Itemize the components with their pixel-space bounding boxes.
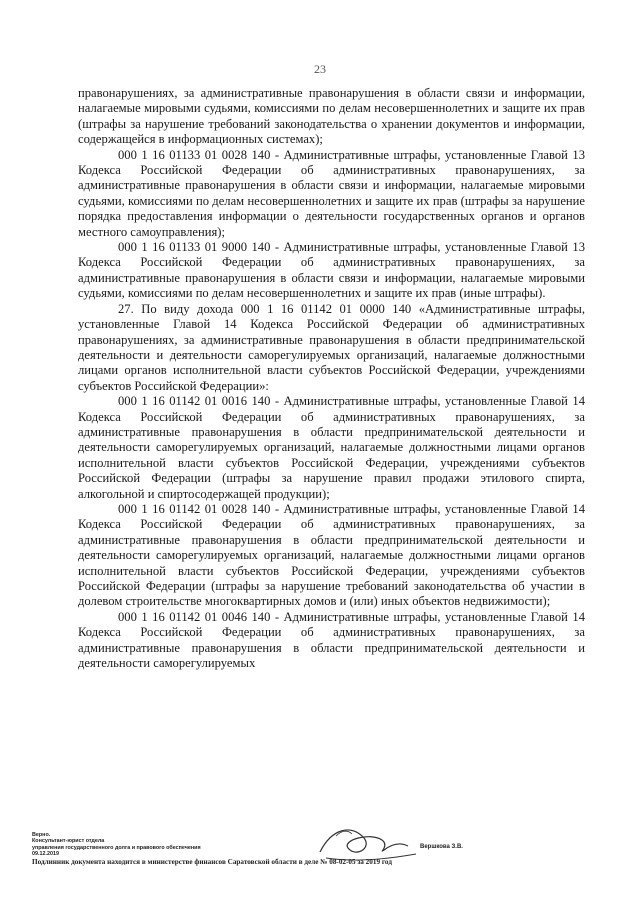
certification-line: управления государственного долга и правового обеспечения xyxy=(32,844,201,851)
paragraph: 000 1 16 01142 01 0046 140 - Административные штрафы, установленные Главой 14 Кодекса Российской Федерации об административных правонарушениях, за административные правонарушения в области предпринимательской деятельности и деятельности саморегулируемых xyxy=(78,609,585,671)
paragraph: 000 1 16 01133 01 9000 140 - Административные штрафы, установленные Главой 13 Кодекса Российской Федерации об административных правонарушениях, за административные правонарушения в области связи и информации, налагаемые мировыми судьями, комиссиями по делам несовершеннолетних и защите их прав (иные штрафы). xyxy=(78,240,585,301)
paragraph: 000 1 16 01133 01 0028 140 - Административные штрафы, установленные Главой 13 Кодекса Российской Федерации об административных правонарушениях, за административные правонарушения в области связи и информации, налагаемые мировыми судьями, комиссиями по делам несовершеннолетних и защите их прав (штрафы за нарушение порядка предоставления информации о деятельности государственных органов и органов местного самоуправления); xyxy=(78,147,585,239)
paragraph: правонарушениях, за административные правонарушения в области связи и информации, налагаемые мировыми судьями, комиссиями по делам несовершеннолетних и защите их прав (штрафы за нарушение требований законодательства о хранении документов и информации, содержащейся в информационных системах); xyxy=(78,86,585,147)
paragraph: 000 1 16 01142 01 0028 140 - Административные штрафы, установленные Главой 14 Кодекса Российской Федерации об административных правонарушениях, за административные правонарушения в области предпринимательской деятельности и деятельности саморегулируемых организаций, налагаемые должностными лицами органов исполнительной власти субъектов Российской Федерации, учреждениями субъектов Российской Федерации (штрафы за нарушение требований законодательства об участии в долевом строительстве многоквартирных домов и (или) иных объектов недвижимости); xyxy=(78,501,585,609)
certification-date: 09.12.2019 xyxy=(32,851,59,858)
paragraph: 27. По виду дохода 000 1 16 01142 01 0000 140 «Административные штрафы, установленные Главой 14 Кодекса Российской Федерации об административных правонарушениях, за административные правонарушения в области предпринимательской деятельности и деятельности саморегулируемых организаций, налагаемые должностными лицами органов исполнительной власти субъектов Российской Федерации, учреждениями субъектов Российской Федерации»: xyxy=(78,301,585,393)
paragraph: 000 1 16 01142 01 0016 140 - Административные штрафы, установленные Главой 14 Кодекса Российской Федерации об административных правонарушениях, за административные правонарушения в области предпринимательской деятельности и деятельности саморегулируемых организаций, налагаемые должностными лицами органов исполнительной власти субъектов Российской Федерации, учреждениями субъектов Российской Федерации (штрафы за нарушение правил продажи этилового спирта, алкогольной и спиртосодержащей продукции); xyxy=(78,394,585,501)
certification-line: Консультант-юрист отдела xyxy=(32,838,105,845)
page-number: 23 xyxy=(314,62,326,76)
document-body xyxy=(78,86,585,671)
certifier-name: Вершкова З.В. xyxy=(420,844,463,850)
certification-line: Верно. xyxy=(32,832,51,838)
footer-note: Подлинник документа находится в министерстве финансов Саратовской области в деле № 08-02-05 за 2019 год xyxy=(32,858,392,866)
